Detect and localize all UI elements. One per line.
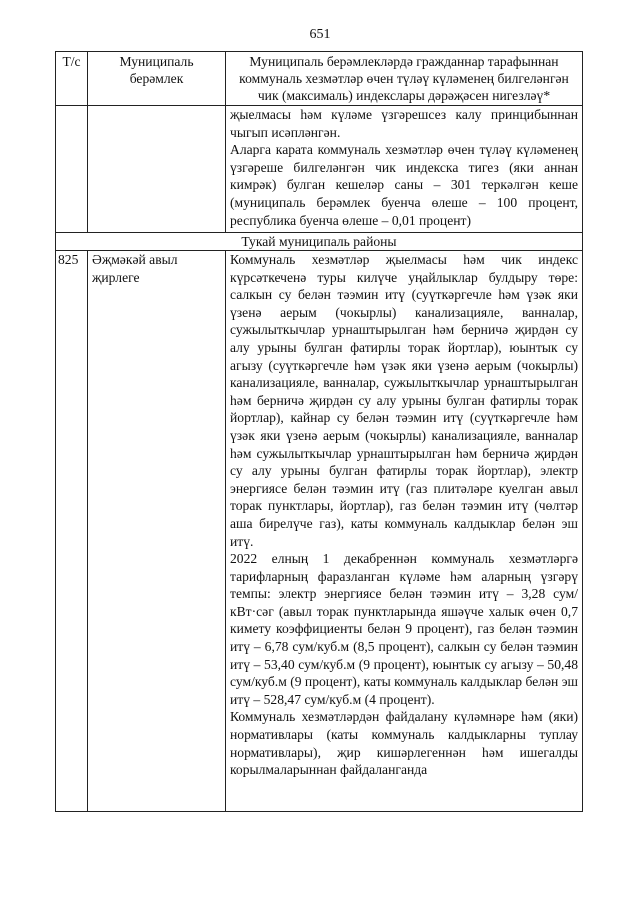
header-number: Т/с <box>56 52 88 106</box>
row-justification-text <box>226 251 583 812</box>
continuation-paragraph: җыелмасы һәм күләме үзгәрешсез калу принцибыннан чыгып исәпләнгән. <box>230 107 578 140</box>
continuation-text-cell <box>226 106 583 233</box>
district-row <box>56 233 583 251</box>
continuation-number-cell <box>56 106 88 233</box>
header-row <box>56 52 583 106</box>
row-paragraph: Коммуналь хезмәтләр җыелмасы һәм чик индекс күрсәткеченә туры килүче уңайлыклар булдыру төре: салкын су белән тәэмин итү (суүткәргечле һәм үзәк яки үзенә аерым (чокырлы) канализацияле, ванналар, сужылыткычлар урнаштырылган һәм берничә җирдән су алу урыны булган фатирлы торак йортлар), юынтык су агызу (суүткәргечле һәм үзәк яки үзенә аерым (чокырлы) канализацияле, ванналар, сужылыткычлар урнаштырылган һәм берничә җирдән су алу урыны булган фатирлы торак йортлар), кайнар су белән тәэмин итү (суүткәргечле һәм үзәк яки үзенә аерым (чокырлы) канализацияле, ванналар һәм сужылыткычлар урнаштырылган һәм берничә җирдән су алу урыны булган фатирлы торак йортлар), электр энергиясе белән тәэмин итү (газ плитәләре куелган авыл торак пунктлары, йортлар), газ белән тәэмин итү (чөлтәр аша бирелүче газ), каты коммуналь калдыклар белән эш итү. <box>230 252 578 549</box>
row-municipality-name: Әҗмәкәй авыл җирлеге <box>88 251 226 812</box>
continuation-row <box>56 106 583 233</box>
header-justification: Муниципаль берәмлекләрдә гражданнар тарафыннан коммуналь хезмәтләр өчен түләү күләменең билгеләнгән чик (максималь) индекслары дәрәҗәсен нигезләү* <box>226 52 583 106</box>
continuation-paragraph: Аларга карата коммуналь хезмәтләр өчен түләү күләменең үзгәреше билгеләнгән чик индекска тигез (яки аннан кимрәк) булган кешеләр саны – 301 теркәлгән кеше (муниципаль берәмлек буенча өлеше – 100 процент, республика буенча өлеше – 0,01 процент) <box>230 142 578 228</box>
row-number: 825 <box>56 251 88 812</box>
page-number: 651 <box>309 27 331 42</box>
table-row <box>56 251 583 812</box>
header-municipality: Муниципаль берәмлек <box>88 52 226 106</box>
row-paragraph: 2022 елның 1 декабреннән коммуналь хезмәтләргә тарифларның фаразланган күләме һәм аларның үзгәрү темпы: электр энергиясе белән тәэмин итү – 3,28 сум/кВт·сәг (авыл торак пунктларында яшәүче халык өчен 0,7 кимету коэффициенты белән 9 процент), газ белән тәэмин итү – 6,78 сум/куб.м (8,5 процент), салкын су белән тәэмин итү – 53,40 сум/куб.м (9 процент), юынтык су агызу – 50,48 сум/куб.м (9 процент), каты коммуналь калдыклар белән эш итү – 528,47 сум/куб.м (4 процент). <box>230 551 579 707</box>
continuation-name-cell <box>88 106 226 233</box>
district-title: Тукай муниципаль районы <box>56 233 583 251</box>
row-paragraph: Коммуналь хезмәтләрдән файдалану күләмнәре һәм (яки) нормативлары (каты коммуналь калдыкларны туплау нормативлары), җир кишәрлегеннән һәм ишегалды корылмаларыннан файдаланганда <box>230 709 578 778</box>
index-table <box>55 51 583 812</box>
